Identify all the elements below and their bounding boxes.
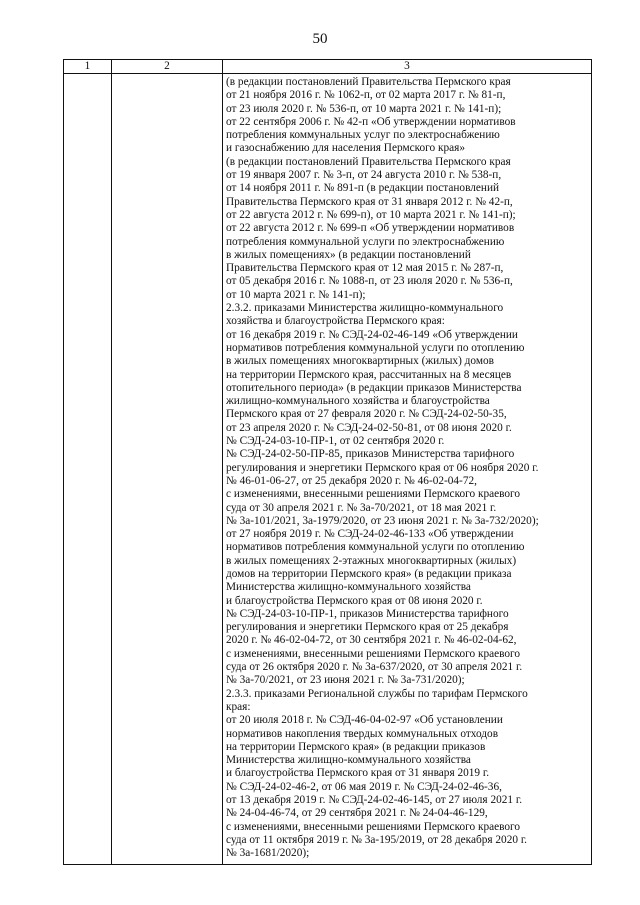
text-line: нормативов накопления твердых коммунальных отходов <box>226 727 499 740</box>
text-line: суда от 26 октября 2020 г. № 3а-637/2020, от 30 апреля 2021 г. <box>226 661 523 674</box>
text-line: суда от 11 октября 2019 г. № 3а-195/2019, от 28 декабря 2020 г. <box>226 833 528 846</box>
text-line: и газоснабжению для населения Пермского края» <box>226 142 465 155</box>
text-line: (в редакции постановлений Правительства Пермского края <box>226 155 511 168</box>
text-line: 2020 г. № 46-02-04-72, от 30 сентября 2021 г. № 46-02-04-62, <box>226 634 517 647</box>
text-line: № СЭД-24-02-50-ПР-85, приказов Министерства тарифного <box>226 448 515 461</box>
text-line: от 27 ноября 2019 г. № СЭД-24-02-46-133 «Об утверждении <box>226 528 514 541</box>
text-line: и благоустройства Пермского края от 31 января 2019 г. <box>226 767 490 780</box>
text-line: от 16 декабря 2019 г. № СЭД-24-02-46-149 «Об утверждении <box>226 328 518 341</box>
text-line: от 21 ноября 2016 г. № 1062-п, от 02 марта 2017 г. № 81-п, <box>226 89 506 102</box>
column-header-3: 3 <box>223 60 592 74</box>
text-line: от 13 декабря 2019 г. № СЭД-24-02-46-145, от 27 июля 2021 г. <box>226 794 523 807</box>
column-3-text <box>223 74 591 861</box>
text-line: домов на территории Пермского края» (в редакции приказа <box>226 567 512 580</box>
regulations-table <box>63 59 592 865</box>
text-line: № СЭД-24-02-46-2, от 06 мая 2019 г. № СЭД-24-02-46-36, <box>226 780 502 793</box>
text-line: Министерства жилищно-коммунального хозяйства <box>226 754 471 767</box>
text-line: от 10 марта 2021 г. № 141-п); <box>226 288 366 301</box>
text-line: в жилых помещениях 2-этажных многоквартирных (жилых) <box>226 554 517 567</box>
text-line: № 24-04-46-74, от 29 сентября 2021 г. № 24-04-46-129, <box>226 807 488 820</box>
table-header-row <box>64 60 592 74</box>
column-2-cell <box>112 74 223 865</box>
text-line: и благоустройства Пермского края от 08 июня 2020 г. <box>226 594 483 607</box>
text-line: отопительного периода» (в редакции приказов Министерства <box>226 381 522 394</box>
text-line: № 3а-70/2021, от 23 июня 2021 г. № 3а-731/2020); <box>226 674 465 687</box>
text-line: № 3а-1681/2020); <box>226 847 310 860</box>
text-line: № СЭД-24-03-10-ПР-1, приказов Министерства тарифного <box>226 607 509 620</box>
text-line: Министерства жилищно-коммунального хозяйства <box>226 581 471 594</box>
text-line: № 46-01-06-27, от 25 декабря 2020 г. № 46-02-04-72, <box>226 474 477 487</box>
text-line: в жилых помещениях многоквартирных (жилых) домов <box>226 355 494 368</box>
text-line: от 22 августа 2012 г. № 699-п), от 10 марта 2021 г. № 141-п); <box>226 208 516 221</box>
text-line: от 23 июля 2020 г. № 536-п, от 10 марта 2021 г. № 141-п); <box>226 102 502 115</box>
page-number: 50 <box>312 31 328 47</box>
text-line: 2.3.3. приказами Региональной службы по тарифам Пермского <box>226 687 528 700</box>
text-line: края: <box>226 700 251 713</box>
text-line: от 05 декабря 2016 г. № 1088-п, от 23 июля 2020 г. № 536-п, <box>226 275 513 288</box>
text-line: от 19 января 2007 г. № 3-п, от 24 августа 2010 г. № 538-п, <box>226 169 502 182</box>
text-line: от 20 июля 2018 г. № СЭД-46-04-02-97 «Об установлении <box>226 714 503 727</box>
text-line: с изменениями, внесенными решениями Пермского краевого <box>226 488 521 501</box>
text-line: нормативов потребления коммунальной услуги по отоплению <box>226 541 525 554</box>
text-line: суда от 30 апреля 2021 г. № 3а-70/2021, от 18 мая 2021 г. <box>226 501 497 514</box>
text-line: от 23 апреля 2020 г. № СЭД-24-02-50-81, от 08 июня 2020 г. <box>226 421 512 434</box>
text-line: на территории Пермского края» (в редакции приказов <box>226 740 486 753</box>
text-line: потребления коммунальных услуг по электроснабжению <box>226 129 500 142</box>
text-line: № 3а-101/2021, 3а-1979/2020, от 23 июня 2021 г. № 3а-732/2020); <box>226 514 539 527</box>
column-header-2: 2 <box>112 60 223 74</box>
text-line: (в редакции постановлений Правительства Пермского края <box>226 76 511 88</box>
text-line: Правительства Пермского края от 12 мая 2015 г. № 287-п, <box>226 262 504 275</box>
text-line: Пермского края от 27 февраля 2020 г. № СЭД-24-02-50-35, <box>226 408 507 421</box>
text-line: хозяйства и благоустройства Пермского края: <box>226 315 445 328</box>
text-line: в жилых помещениях» (в редакции постановлений <box>226 248 471 261</box>
column-header-1: 1 <box>64 60 112 74</box>
column-1-cell <box>64 74 112 865</box>
column-3-cell <box>223 74 592 865</box>
text-line: потребления коммунальной услуги по электроснабжению <box>226 235 505 248</box>
text-line: регулирования и энергетики Пермского края от 06 ноября 2020 г. <box>226 461 539 474</box>
text-line: от 22 сентября 2006 г. № 42-п «Об утверждении нормативов <box>226 115 516 128</box>
text-line: с изменениями, внесенными решениями Пермского краевого <box>226 647 521 660</box>
text-line: от 22 августа 2012 г. № 699-п «Об утверждении нормативов <box>226 222 515 235</box>
text-line: жилищно-коммунального хозяйства и благоустройства <box>226 395 490 408</box>
text-line: Правительства Пермского края от 31 января 2012 г. № 42-п, <box>226 195 513 208</box>
text-line: с изменениями, внесенными решениями Пермского краевого <box>226 820 521 833</box>
table-row <box>64 74 592 865</box>
text-line: регулирования и энергетики Пермского края от 25 декабря <box>226 621 509 634</box>
text-line: № СЭД-24-03-10-ПР-1, от 02 сентября 2020 г. <box>226 435 445 448</box>
text-line: на территории Пермского края, рассчитанных на 8 месяцев <box>226 368 512 381</box>
text-line: от 14 ноября 2011 г. № 891-п (в редакции постановлений <box>226 182 500 195</box>
text-line: нормативов потребления коммунальной услуги по отоплению <box>226 341 525 354</box>
text-line: 2.3.2. приказами Министерства жилищно-коммунального <box>226 302 504 315</box>
